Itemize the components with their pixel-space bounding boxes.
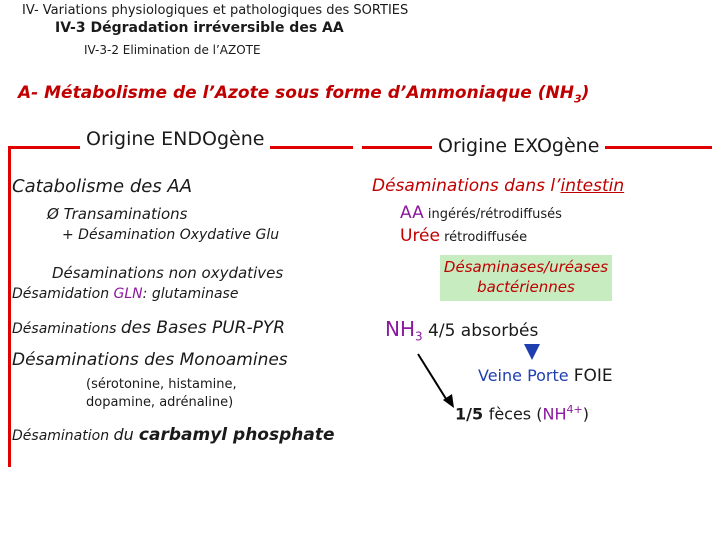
section-title: A- Métabolisme de l’Azote sous forme d’Ammoniaque $(NH_3)$: [18, 83, 590, 106]
transaminations-item: Ø Transaminations: [47, 205, 188, 223]
intestine-deamination: Désaminations dans l’intestin: [372, 176, 625, 196]
bases-item: Désaminations des Bases PUR-PYR: [12, 318, 286, 338]
monoamines-examples-2: dopamine, adrénaline): [86, 395, 234, 410]
bacteria-line-1: Désaminases/uréases: [443, 258, 609, 276]
monoamines-item: Désaminations des Monoamines: [12, 350, 288, 370]
header-line-3: IV-3-2 Elimination de l’AZOTE: [84, 43, 261, 57]
oxidative-deamination-item: + Désamination Oxydative Glu: [62, 227, 280, 243]
header-line-2: IV-3 Dégradation irréversible des AA: [55, 20, 344, 36]
arrow-down-icon: [524, 344, 540, 360]
diagonal-arrow-icon: [410, 350, 460, 410]
endogenous-title: Origine ENDOgène: [80, 128, 270, 150]
exogenous-title: Origine EXOgène: [432, 135, 605, 157]
catabolism-label: Catabolisme des AA: [12, 176, 193, 197]
monoamines-examples-1: (sérotonine, histamine,: [86, 377, 237, 392]
desamidation-item: Désamidation GLN: glutaminase: [12, 286, 239, 302]
carbamyl-item: Désamination du carbamyl phosphate: [12, 425, 335, 445]
nh3-absorbed: $NH_3$ 4/5 absorbés: [385, 317, 539, 344]
feces-line: 1/5 fèces $(NH^{4+})$: [455, 403, 589, 424]
veine-porte-line: Veine Porte FOIE: [478, 366, 613, 386]
non-oxidative-item: Désaminations non oxydatives: [52, 264, 284, 282]
aa-line: AA ingérés/rétrodiffusés: [400, 203, 562, 223]
bacteria-line-2: bactériennes: [477, 278, 575, 296]
uree-line: Urée rétrodiffusée: [400, 226, 528, 246]
bacterial-enzymes-box: [440, 255, 612, 301]
header-line-1: IV- Variations physiologiques et pathologiques des SORTIES: [22, 3, 409, 18]
